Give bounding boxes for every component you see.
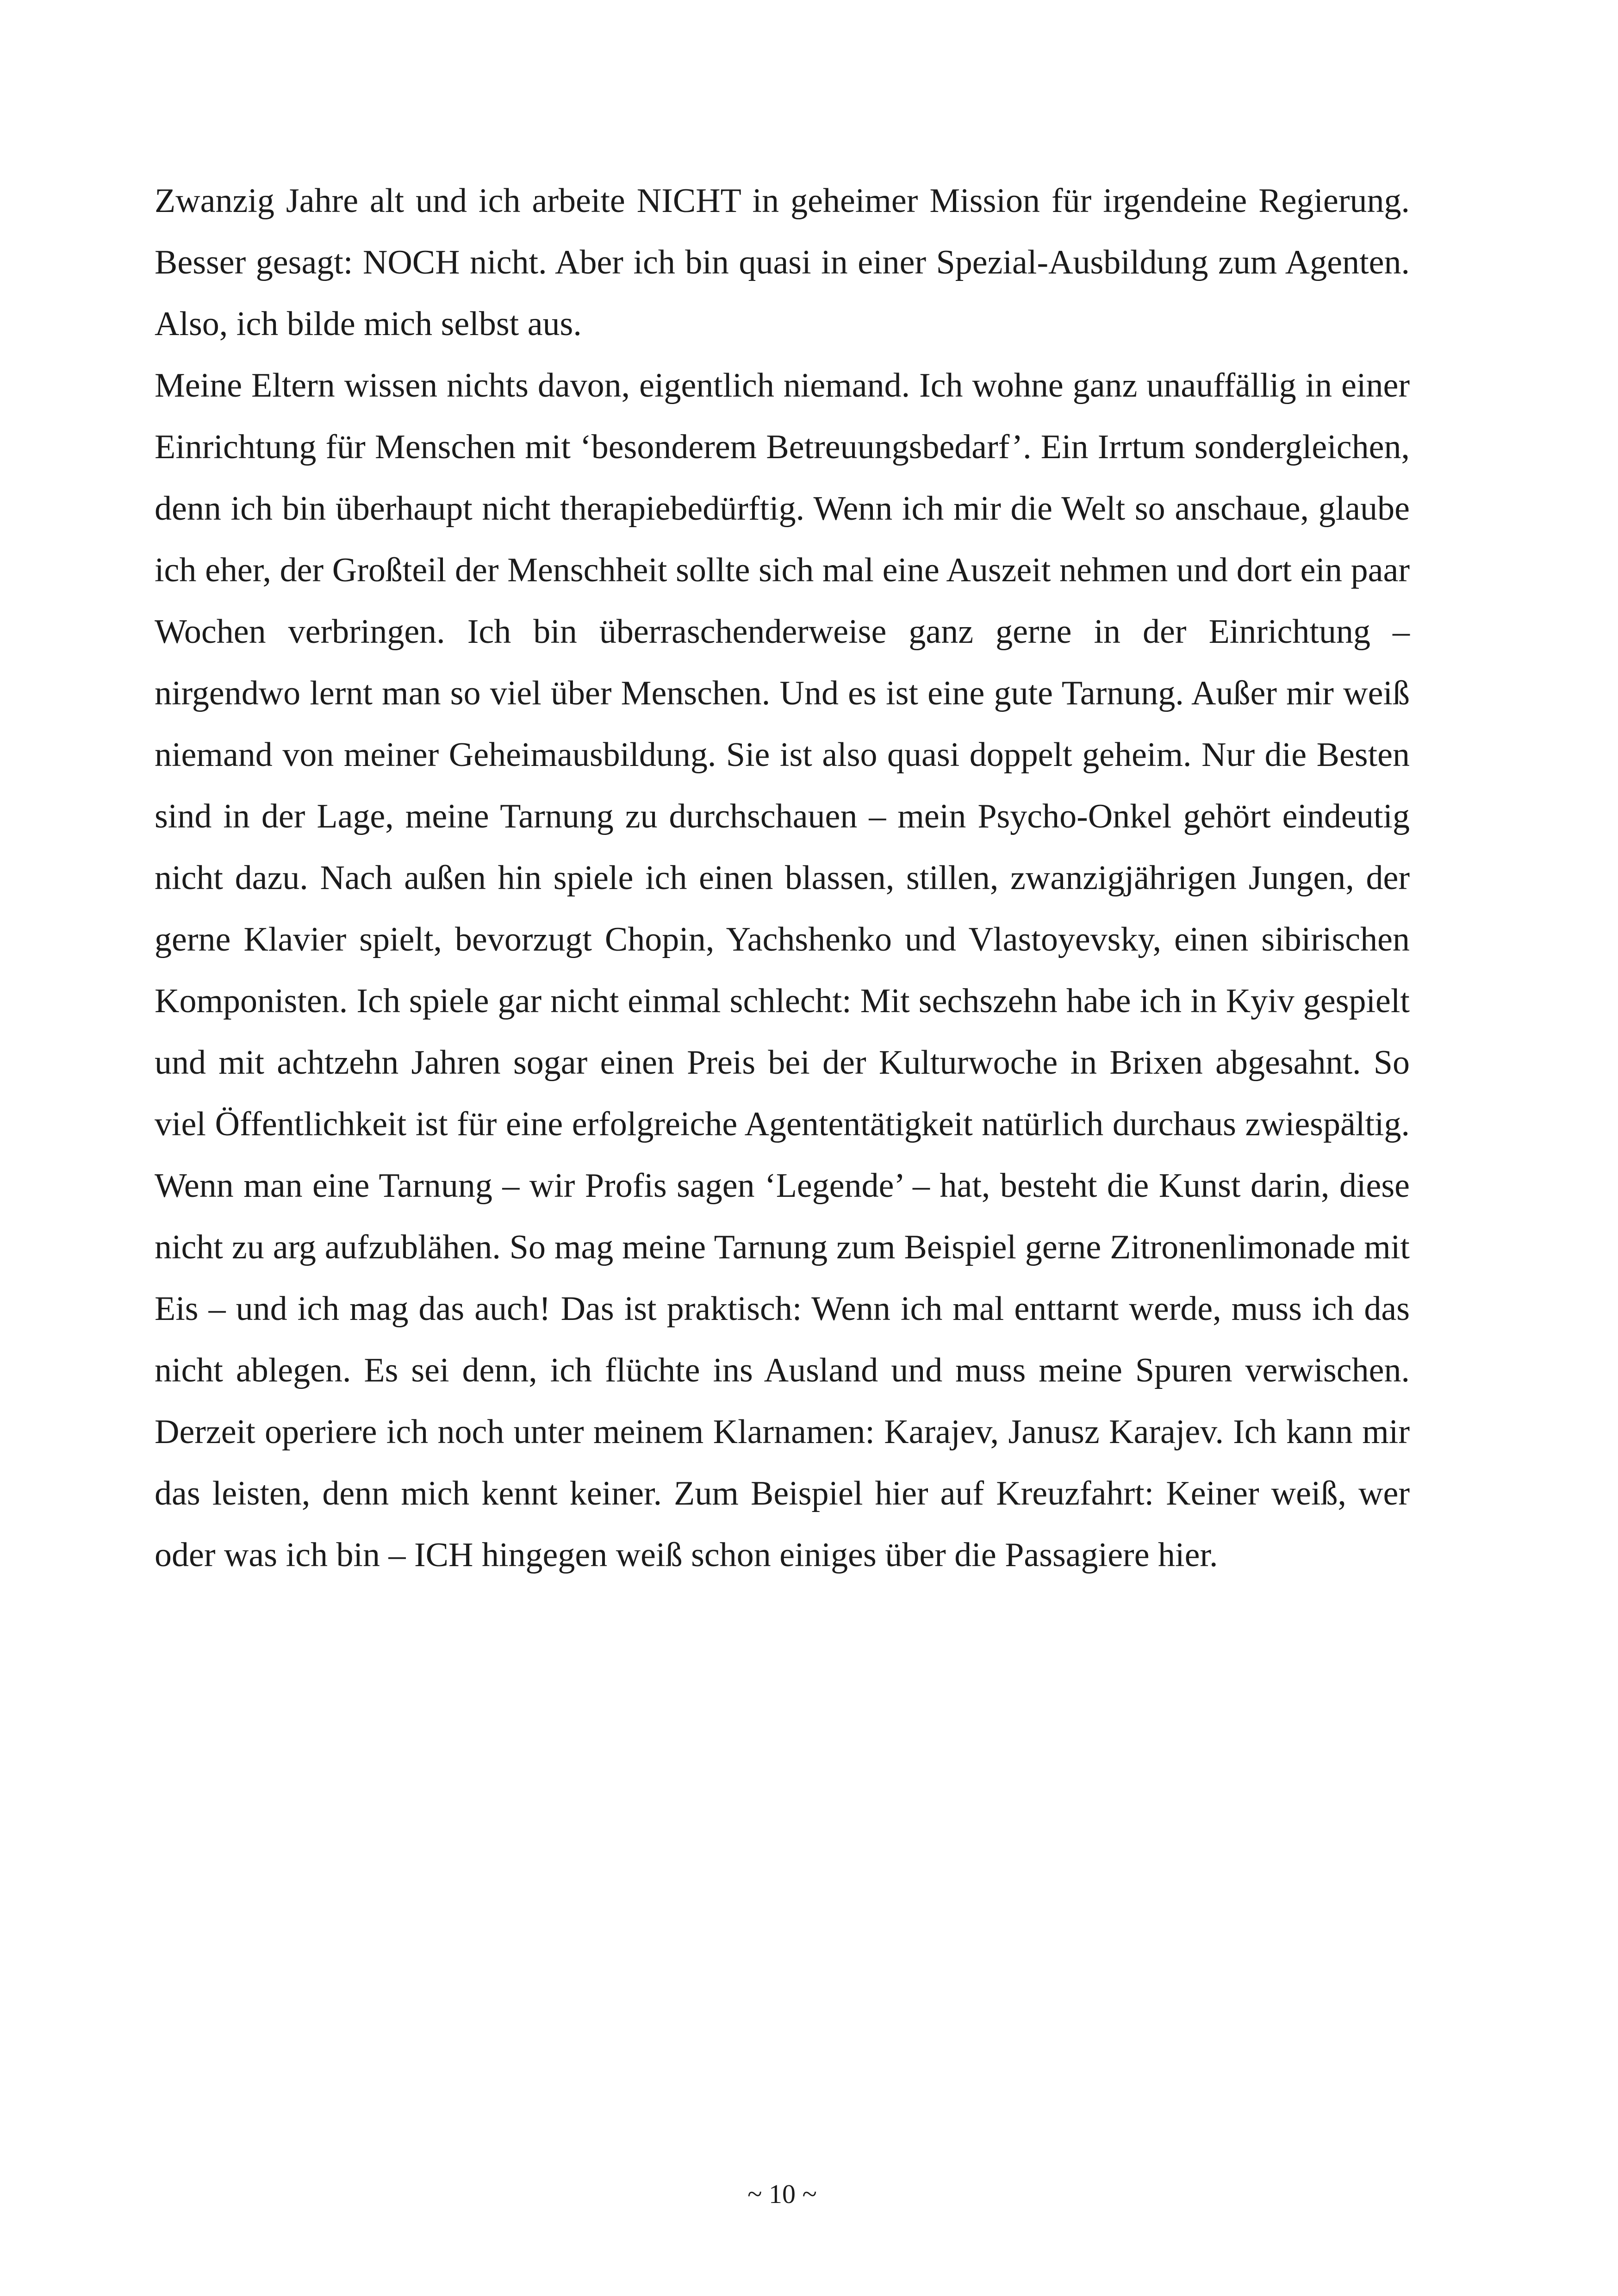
paragraph-1: Zwanzig Jahre alt und ich arbeite NICHT in geheimer Mission für irgendeine Regierung. Besser gesagt: NOCH nicht. Aber ich bin quasi in einer Spezial-Ausbildung zum Agenten. Also, ich bilde mich selbst aus. [155,182,1410,343]
body-text [155,170,1410,1586]
paragraph-2: Meine Eltern wissen nichts davon, eigentlich niemand. Ich wohne ganz unauffällig in einer Einrichtung für Menschen mit ʻbesonderem Betreuungsbedarf’. Ein Irrtum sondergleichen, denn ich bin überhaupt nicht therapiebedürftig. Wenn ich mir die Welt so anschaue, glaube ich eher, der Großteil der Menschheit sollte sich mal eine Auszeit nehmen und dort ein paar Wochen verbringen. Ich bin überraschenderweise ganz gerne in der Einrichtung – nirgendwo lernt man so viel über Menschen. Und es ist eine gute Tarnung. Außer mir weiß niemand von meiner Geheimausbildung. Sie ist also quasi doppelt geheim. Nur die Besten sind in der Lage, meine Tarnung zu durchschauen – mein Psycho-Onkel gehört eindeutig nicht dazu. Nach außen hin spiele ich einen blassen, stillen, zwanzigjährigen Jungen, der gerne Klavier spielt, bevorzugt Chopin, Yachshenko und Vlastoyevsky, einen sibirischen Komponisten. Ich spiele gar nicht einmal schlecht: Mit sechszehn habe ich in Kyiv gespielt und mit achtzehn Jahren sogar einen Preis bei der Kulturwoche in Brixen abgesahnt. So viel Öffentlichkeit ist für eine erfolgreiche Agententätigkeit natürlich durchaus zwiespältig. Wenn man eine Tarnung – wir Profis sagen ʻLegende’ – hat, besteht die Kunst darin, diese nicht zu arg aufzublähen. So mag meine Tarnung zum Beispiel gerne Zitronenlimonade mit Eis – und ich mag das auch! Das ist praktisch: Wenn ich mal enttarnt werde, muss ich das nicht ablegen. Es sei denn, ich flüchte ins Ausland und muss meine Spuren verwischen. Derzeit operiere ich noch unter meinem Klarnamen: Karajev, Janusz Karajev. Ich kann mir das leisten, denn mich kennt keiner. Zum Beispiel hier auf Kreuzfahrt: Keiner weiß, wer oder was ich bin – ICH hingegen weiß schon einiges über die Passagiere hier. [155,367,1410,1574]
page-number: ~ 10 ~ [747,2179,817,2209]
